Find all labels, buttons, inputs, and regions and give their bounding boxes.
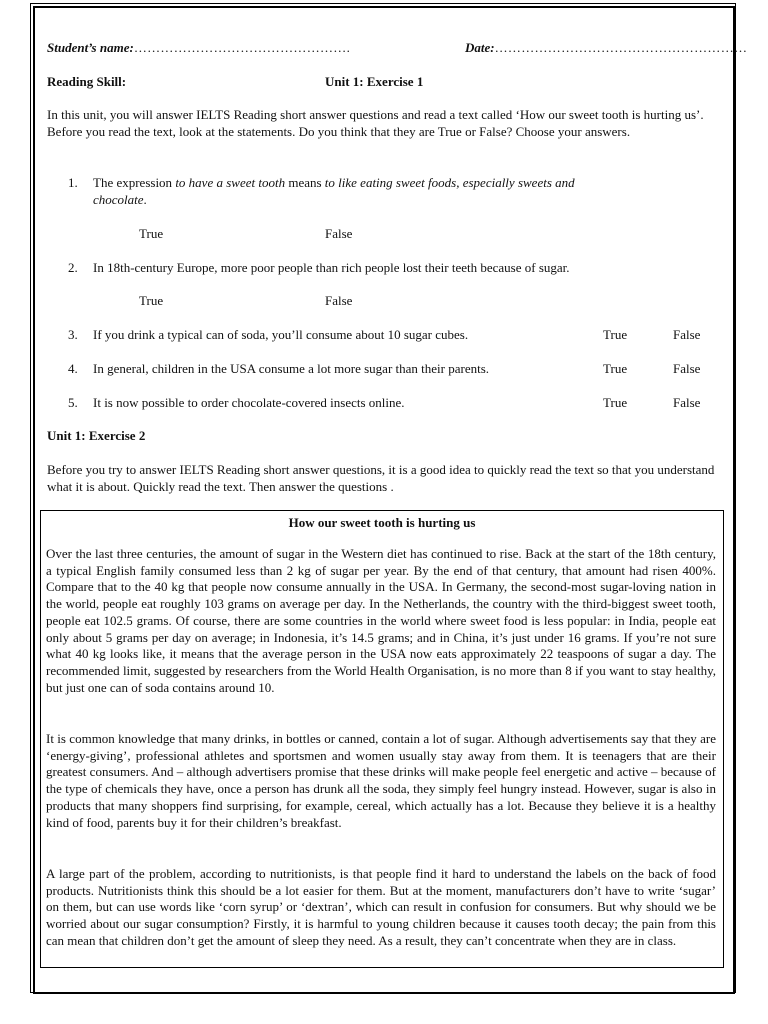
passage-paragraph-1: Over the last three centuries, the amount of sugar in the Western diet has continued to rise. Back at the start of the 18th century, a typical English family consumed less than 2 kg of sugar per year. By the end of that century, that amount had risen 400%. Compare that to the 40 kg that people now consume annually in the USA. In Germany, the second-most sugar-loving nation in the world, people eat roughly 103 grams on average per day. In the Netherlands, the country with the third-biggest sweet tooth, people eat 102.5 grams. Of course, there are some countries in the world where sweet food is less popular: in India, people eat only about 5 grams per day on average; in Indonesia, it’s 14.5 grams; and in China, it’s just under 16 grams. If you’re not sure what 40 kg looks like, it means that the average person in the USA now eats approximately 22 teaspoons of sugar a day. The recommended limit, suggested by researchers from the World Health Organisation, is no more than 8 if you want to stay healthy, but just one can of soda contains around 10. — [46, 546, 716, 695]
exercise1-title: Unit 1: Exercise 1 — [325, 74, 424, 89]
question-2-false-option[interactable]: False — [325, 293, 353, 308]
passage-paragraph-2: It is common knowledge that many drinks, in bottles or canned, contain a lot of sugar. Although advertisements say that they are ‘energy-giving’, professional athletes and sportsmen and women usually stay away from them. It is teenagers that are their greatest consumers. And – although advertisers promise that these drinks will make people feel energetic and active – because of the type of chemicals they have, once a person has drunk all the soda, they simply feel hungry instead. However, sugar is also in products that many shoppers find surprising, for example, cereal, which actually has a lot. Because they believe it is a healthy kind of food, parents buy it for their children’s breakfast. — [46, 731, 716, 830]
exercise2-title: Unit 1: Exercise 2 — [47, 428, 146, 443]
question-2-number: 2. — [68, 260, 78, 275]
question-1-middle: means — [285, 175, 325, 190]
question-5-true-option[interactable]: True — [603, 395, 628, 410]
question-5-text: It is now possible to order chocolate-covered insects online. — [93, 395, 405, 410]
question-1-prefix: The expression — [93, 175, 176, 190]
question-1-text — [93, 175, 693, 208]
question-2-text: In 18th-century Europe, more poor people than rich people lost their teeth because of sugar. — [93, 260, 570, 275]
date-field — [465, 40, 747, 56]
question-3-false-option[interactable]: False — [673, 327, 701, 342]
question-3-number: 3. — [68, 327, 78, 342]
question-1-number: 1. — [68, 175, 78, 190]
question-1-meaning-end: chocolate — [93, 191, 144, 207]
question-4-false-option[interactable]: False — [673, 361, 701, 376]
question-1-period: . — [143, 191, 147, 207]
question-2-true-option[interactable]: True — [139, 293, 164, 308]
question-5-number: 5. — [68, 395, 78, 410]
exercise2-intro: Before you try to answer IELTS Reading short answer questions, it is a good idea to quickly read the text so that you understand what it is about. Quickly read the text. Then answer the questions . — [47, 462, 715, 494]
question-4-text: In general, children in the USA consume a lot more sugar than their parents. — [93, 361, 490, 376]
passage-title: How our sweet tooth is hurting us — [288, 515, 476, 530]
question-3-true-option[interactable]: True — [603, 327, 628, 342]
question-5-false-option[interactable]: False — [673, 395, 701, 410]
question-1-expression: to have a sweet tooth — [175, 175, 286, 190]
date-blank: ………………………………………………… — [494, 40, 748, 55]
question-4-true-option[interactable]: True — [603, 361, 628, 376]
reading-skill-label: Reading Skill: — [47, 74, 127, 89]
question-1-false-option[interactable]: False — [325, 226, 353, 241]
question-4-number: 4. — [68, 361, 78, 376]
student-name-field — [47, 40, 350, 56]
date-label: Date: — [465, 40, 495, 55]
question-3-text: If you drink a typical can of soda, you’ll consume about 10 sugar cubes. — [93, 327, 469, 342]
exercise1-intro: In this unit, you will answer IELTS Reading short answer questions and read a text called ‘How our sweet tooth is hurting us’. Before you read the text, look at the statements. Do you think that they are True or False? Choose your answers. — [47, 107, 704, 139]
question-1-meaning: to like eating sweet foods, especially sweets and — [324, 175, 575, 190]
question-1-true-option[interactable]: True — [139, 226, 164, 241]
passage-paragraph-3: A large part of the problem, according to nutritionists, is that people find it hard to understand the labels on the back of food products. Nutritionists think this should be a lot easier for them. But at the moment, manufacturers don’t have to write ‘sugar’ on them, but can use words like ‘corn syrup’ or ‘dextran’, which can result in confusion for consumers. But why should we be worried about our sugar consumption? Firstly, it is harmful to young children because it causes tooth decay; the pain from this can mean that children don’t get the amount of sleep they need. As a result, they can’t concentrate when they are in class. — [46, 866, 716, 948]
student-name-blank: …………………………………………. — [133, 40, 351, 55]
student-name-label: Student’s name: — [47, 40, 134, 55]
